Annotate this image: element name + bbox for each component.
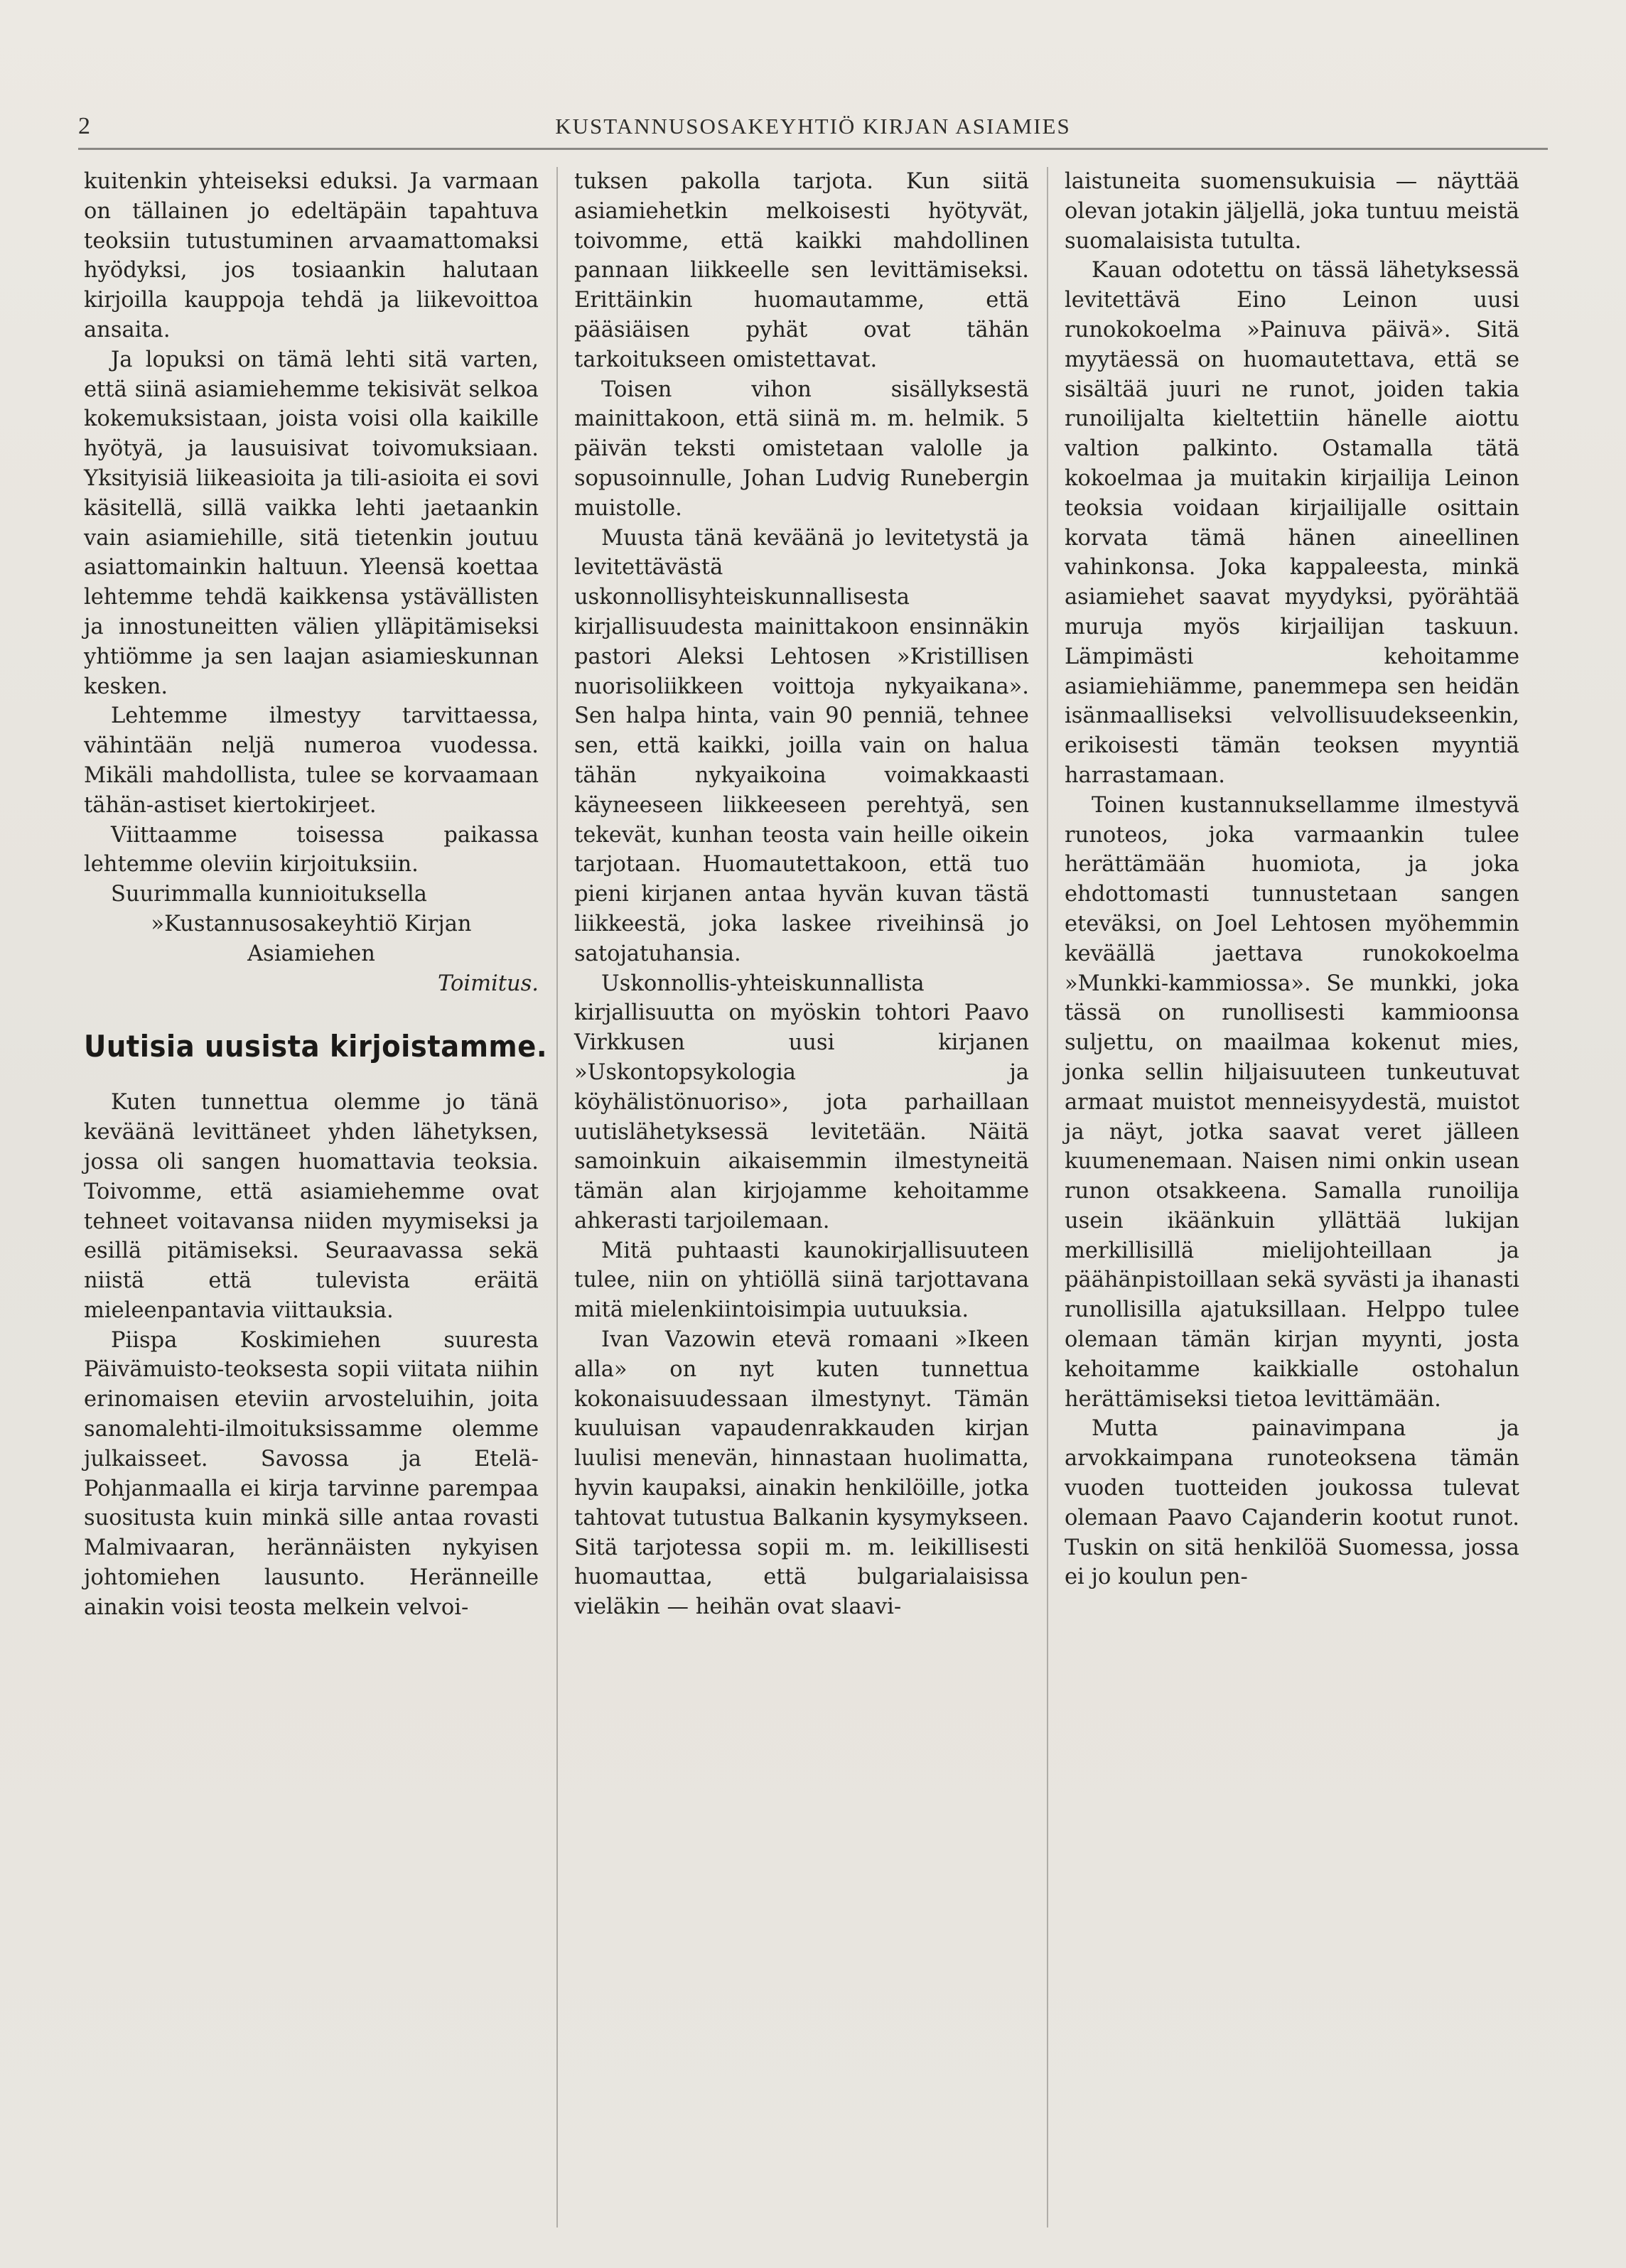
paragraph: Mutta painavimpana ja arvokkaimpana runoteoksena tämän vuoden tuotteiden joukossa tulevat olemaan Paavo Cajanderin kootut runot. Tuskin on sitä henkilöä Suomessa, jossa ei jo koulun pen- (1065, 1416, 1519, 1590)
paragraph: Ja lopuksi on tämä lehti sitä varten, että siinä asiamiehemme tekisivät selkoa kokemuksistaan, joista voisi olla kaikille hyötyä, ja lausuisivat toivomuksiaan. Yksityisiä liikeasioita ja tili-asioita ei sovi käsitellä, sillä vaikka lehti jaetaankin vain asiamiehille, sitä tietenkin joutuu asiattomainkin haltuun. Yleensä koettaa lehtemme tehdä kaikkensa ystävällisten ja innostuneitten välien ylläpitämiseksi yhtiömme ja sen laajan asiamieskunnan kesken. (84, 347, 539, 699)
paragraph: Toisen vihon sisällyksestä mainittakoon, että siinä m. m. helmik. 5 päivän teksti omistetaan valolle ja sopusoinnulle, Johan Ludvig Runebergin muistolle. (574, 377, 1029, 521)
paragraph: Mitä puhtaasti kaunokirjallisuuteen tulee, niin on yhtiöllä siinä tarjottavana mitä mielenkiintoisimpia uutuuksia. (574, 1238, 1029, 1323)
article-columns (84, 167, 1548, 2242)
signature-editorial: Toimitus. (437, 971, 539, 996)
paragraph: Muusta tänä keväänä jo levitetystä ja levitettävästä uskonnollisyhteiskunnallisesta kirjallisuudesta mainittakoon ensinnäkin pastori Aleksi Lehtosen »Kristillisen nuorisoliikkeen voittoja nykyaikana». Sen halpa hinta, vain 90 penniä, tehnee sen, että kaikki, joilla vain on halua tähän nykyaikoina voimakkaasti käyneeseen liikkeeseen perehtyä, sen tekevät, kunhan teosta vain heille oikein tarjotaan. Huomautettakoon, että tuo pieni kirjanen antaa hyvän kuvan tästä liikkeestä, joka laskee riveihinsä jo satojatuhansia. (574, 525, 1029, 966)
paragraph: Lehtemme ilmestyy tarvittaessa, vähintään neljä numeroa vuodessa. Mikäli mahdollista, tulee se korvaamaan tähän-astiset kiertokirjeet. (84, 703, 539, 818)
column-middle (574, 167, 1029, 1622)
running-head (78, 105, 1548, 148)
column-right (1065, 167, 1519, 1592)
paragraph: laistuneita suomensukuisia — näyttää olevan jotakin jäljellä, joka tuntuu meistä suomalaisista tutulta. (1065, 169, 1519, 254)
closing-salutation: Suurimmalla kunnioituksella (111, 882, 427, 907)
column-divider (556, 167, 558, 2228)
page-number: 2 (78, 113, 90, 139)
paragraph: Ivan Vazowin etevä romaani »Ikeen alla» on nyt kuten tunnettua kokonaisuudessaan ilmestynyt. Tämän kuuluisan vapaudenrakkauden kirjan luulisi menevän, hinnastaan huolimatta, hyvin kaupaksi, ainakin henkilöille, jotka tahtovat tutustua Balkanin kysymykseen. Sitä tarjotessa sopii m. m. leikillisesti huomauttaa, että bulgarialaisissa vieläkin — heihän ovat slaavi- (574, 1327, 1029, 1620)
paragraph: tuksen pakolla tarjota. Kun siitä asiamiehetkin melkoisesti hyötyvät, toivomme, että kaikki mahdollinen pannaan liikkeelle sen levittämiseksi. Erittäinkin huomautamme, että pääsiäisen pyhät ovat tähän tarkoitukseen omistettavat. (574, 169, 1029, 372)
paragraph: Uskonnollis-yhteiskunnallista kirjallisuutta on myöskin tohtori Paavo Virkkusen uusi kirjanen »Uskontopsykologia ja köyhälistönuoriso», jota parhaillaan uutislähetyksessä levitetään. Näitä samoinkuin aikaisemmin ilmestyneitä tämän alan kirjojamme kehoitamme ahkerasti tarjoilemaan. (574, 971, 1029, 1233)
column-left (84, 167, 547, 1623)
header-rule (78, 148, 1548, 150)
publication-title: KUSTANNUSOSAKEYHTIÖ KIRJAN ASIAMIES (555, 114, 1071, 139)
paragraph: Kauan odotettu on tässä lähetyksessä levitettävä Eino Leinon uusi runokokoelma »Painuva päivä». Sitä myytäessä on huomautettava, että se sisältää juuri ne runot, joiden takia runoilijalta kieltettiin hänelle aiottu valtion palkinto. Ostamalla tätä kokoelmaa ja muitakin kirjailija Leinon teoksia voidaan kirjailijalle osittain korvata tämä hänen aineellinen vahinkonsa. Joka kappaleesta, minkä asiamiehet saavat myydyksi, pyörähtää muruja myös kirjailijan taskuun. Lämpimästi kehoitamme asiamiehiämme, panemmepa sen heidän isänmaalliseksi velvollisuudekseenkin, erikoisesti tämän teoksen myyntiä harrastamaan. (1065, 258, 1519, 788)
signature: »Kustannusosakeyhtiö Kirjan Asiamiehen (151, 911, 472, 966)
paragraph: Toinen kustannuksellamme ilmestyvä runoteos, joka varmaankin tulee herättämään huomiota, ja joka ehdottomasti tunnustetaan sangen eteväksi, on Joel Lehtosen myöhemmin keväällä jaettava runokokoelma »Munkki-kammiossa». Se munkki, joka tässä on runollisesti kammioonsa suljettu, on maailmaa kokenut mies, jonka sellin hiljaisuuteen tunkeutuvat armaat muistot menneisyydestä, muistot ja näyt, jotka saavat veret jälleen kuumenemaan. Naisen nimi onkin usean runon otsakkeena. Samalla runoilija usein ikäänkuin yllättää lukijan merkillisillä mielijohteillaan ja päähänpistoillaan sekä syvästi ja ihanasti runollisilla ajatuksillaan. Helppo tulee olemaan tämän kirjan myynti, josta kehoitamme kaikkialle ostohalun herättämiseksi tietoa levittämään. (1065, 792, 1520, 1412)
paragraph: Piispa Koskimiehen suuresta Päivämuisto-teoksesta sopii viitata niihin erinomaisen eteviin arvosteluihin, joita sanomalehti-ilmoituksissamme olemme julkaisseet. Savossa ja Etelä-Pohjanmaalla ei kirja tarvinne parempaa suositusta kuin minkä sille antaa rovasti Malmivaaran, herännäisten nykyisen johtomiehen lausunto. Heränneille ainakin voisi teosta melkein velvoi- (84, 1327, 539, 1620)
paragraph: Viittaamme toisessa paikassa lehtemme oleviin kirjoituksiin. (84, 822, 539, 878)
section-heading: Uutisia uusista kirjoistamme. (84, 1029, 547, 1064)
paragraph: Kuten tunnettua olemme jo tänä keväänä levittäneet yhden lähetyksen, jossa oli sangen huomattavia teoksia. Toivomme, että asiamiehemme ovat tehneet voitavansa niiden myymiseksi ja esillä pitämiseksi. Seuraavassa sekä niistä että tulevista eräitä mieleenpantavia viittauksia. (84, 1090, 539, 1323)
paragraph: kuitenkin yhteiseksi eduksi. Ja varmaan on tällainen jo edeltäpäin tapahtuva teoksiin tutustuminen arvaamattomaksi hyödyksi, jos tosiaankin halutaan kirjoilla kauppoja tehdä ja liikevoittoa ansaita. (84, 169, 539, 342)
column-divider (1047, 167, 1048, 2228)
